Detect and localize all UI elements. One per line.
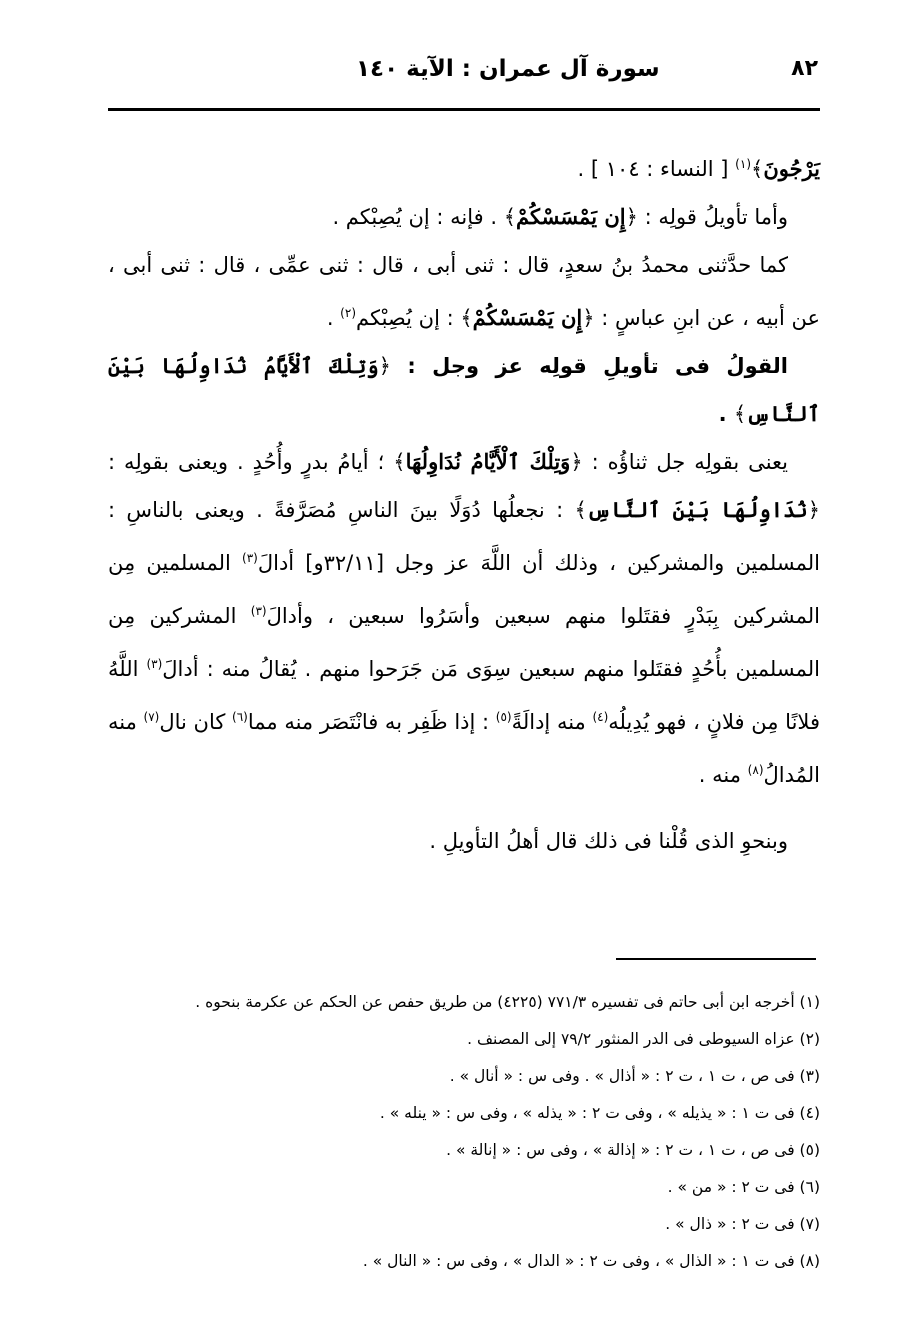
footnote-ref: (٨) bbox=[747, 763, 764, 777]
quran-text: إِن يَمْسَسْكُمْ bbox=[516, 204, 626, 229]
text-run: اللَّهُ فلانًا مِن فلانٍ ، فهو يُدِيلُه bbox=[108, 657, 820, 734]
footnote-ref: (٢) bbox=[340, 306, 356, 320]
section-heading bbox=[108, 342, 820, 438]
text-run: يعنى بقولِه جل ثناؤُه : bbox=[582, 450, 789, 474]
quran-text: وَتِلْكَ ٱلْأَيَّامُ نُدَاوِلُهَا بَيْنَ ٱلنَّاسِ bbox=[108, 353, 820, 426]
paragraph-verse-end bbox=[108, 140, 820, 193]
text-run: وأما تأويلُ قولِه : bbox=[637, 205, 788, 229]
footnote-ref: (٣) bbox=[250, 604, 267, 618]
ornate-bracket-close: ﴾ bbox=[751, 157, 764, 181]
quran-text: نُدَاوِلُهَا بَيْنَ ٱلنَّاسِ bbox=[586, 497, 808, 522]
text-run: منه المُدالُ bbox=[108, 710, 820, 787]
text-run: . bbox=[326, 306, 341, 330]
text-run: منه إدالَةً bbox=[511, 710, 593, 734]
ornate-bracket-open: ﴿ bbox=[807, 498, 820, 522]
text-run: القولُ فى تأويلِ قولِه عز وجل : bbox=[390, 354, 788, 378]
footnote-3: (٣) فى ص ، ت ١ ، ت ٢ : « أذال » . وفى س : « أنال » . bbox=[449, 1067, 820, 1085]
ornate-bracket-open: ﴿ bbox=[582, 306, 595, 330]
text-run: كما حدَّثنى محمدُ بنُ سعدٍ، قال : ثنى أبى ، قال : ثنى عمِّى ، قال : ثنى أبى ، عن أبيه ، عن ابنِ عباسٍ : bbox=[108, 253, 820, 330]
ornate-bracket-close: ﴾ bbox=[393, 450, 406, 474]
text-run: منه . bbox=[698, 763, 748, 787]
footnote-ref: (٧) bbox=[143, 710, 160, 724]
footnote-ref: (٣) bbox=[146, 657, 163, 671]
page-number: ٨٢ bbox=[791, 56, 818, 81]
text-run: : إن يُصِبْكم bbox=[356, 306, 461, 330]
text-run: ؛ أيامُ بدرٍ وأُحُدٍ . ويعنى بقولِه : bbox=[108, 450, 394, 474]
footnote-2: (٢) عزاه السيوطى فى الدر المنثور ٧٩/٢ إلى المصنف . bbox=[467, 1030, 820, 1048]
footnotes bbox=[108, 984, 820, 1280]
text-run: : إذا ظَفِر به فانْتَصَر منه مما bbox=[247, 710, 496, 734]
footnote-4: (٤) فى ت ١ : « يذيله » ، وفى ت ٢ : « يذله » ، وفى س : « ينله » . bbox=[379, 1104, 820, 1122]
running-title: سورة آل عمران : الآية ١٤٠ bbox=[356, 56, 660, 82]
verse-reference: [ النساء : ١٠٤ ] . bbox=[577, 157, 729, 181]
footnote-7: (٧) فى ت ٢ : « ذال » . bbox=[665, 1215, 820, 1233]
ornate-bracket-close: ﴾ bbox=[503, 205, 517, 229]
ornate-bracket-close: ﴾ bbox=[574, 498, 587, 522]
quran-text: وَتِلْكَ ٱلْأَيَّامُ نُدَاوِلُهَا bbox=[405, 449, 571, 474]
footnote-8: (٨) فى ت ١ : « الذال » ، وفى ت ٢ : « الدال » ، وفى س : « النال » . bbox=[362, 1252, 820, 1270]
quran-text: يَرْجُونَ bbox=[763, 156, 820, 181]
text-run: : نجعلُها دُوَلًا بينَ الناسِ مُصَرَّفةً . ويعنى بالناسِ : المسلمين والمشركين ، وذلك أن اللَّهَ عز وجل [٣٢/١١و] أدالَ bbox=[108, 498, 820, 575]
footnote-1: (١) أخرجه ابن أبى حاتم فى تفسيره ٧٧١/٣ (٤٢٢٥) من طريق حفص عن الحكم عن عكرمة بنحوه . bbox=[195, 993, 820, 1011]
footnote-rule bbox=[616, 958, 816, 960]
page-header bbox=[106, 46, 818, 90]
footnote-ref: (١) bbox=[735, 157, 751, 171]
ornate-bracket-open: ﴿ bbox=[378, 354, 391, 378]
ornate-bracket-close: ﴾ bbox=[460, 306, 473, 330]
paragraph-commentary bbox=[108, 438, 820, 799]
footnote-ref: (٦) bbox=[232, 710, 248, 724]
ornate-bracket-open: ﴿ bbox=[570, 450, 583, 474]
quran-text: إِن يَمْسَسْكُمْ bbox=[472, 305, 583, 330]
ornate-bracket-close: ﴾ bbox=[733, 402, 747, 426]
paragraph-isnad bbox=[108, 241, 820, 342]
text-run: المسلمين مِن المشركين بِبَدْرٍ فقتَلوا منهم سبعين وأسَرُوا سبعين ، وأدالَ bbox=[108, 551, 820, 628]
text-run: . bbox=[718, 402, 734, 426]
header-rule bbox=[108, 108, 820, 111]
footnote-ref: (٤) bbox=[592, 710, 609, 724]
main-text bbox=[108, 140, 820, 865]
footnote-ref: (٣) bbox=[242, 551, 258, 565]
text-run: كان نال bbox=[159, 710, 233, 734]
paragraph-interpretation bbox=[108, 193, 820, 241]
footnote-5: (٥) فى ص ، ت ١ ، ت ٢ : « إذالة » ، وفى س : « إنالة » . bbox=[446, 1141, 820, 1159]
text-run: المشركين مِن المسلمين بأُحُدٍ فقتَلوا منهم سبعين سِوَى مَن جَرَحوا منهم . يُقالُ منه : أدالَ bbox=[108, 604, 820, 681]
text-run: . فإنه : إن يُصِبْكم . bbox=[332, 205, 504, 229]
ornate-bracket-open: ﴿ bbox=[625, 205, 638, 229]
paragraph-closing: وبنحوِ الذى قُلْنا فى ذلك قال أهلُ التأويلِ . bbox=[429, 829, 788, 853]
footnote-6: (٦) فى ت ٢ : « من » . bbox=[667, 1178, 820, 1196]
footnote-ref: (٥) bbox=[495, 710, 512, 724]
